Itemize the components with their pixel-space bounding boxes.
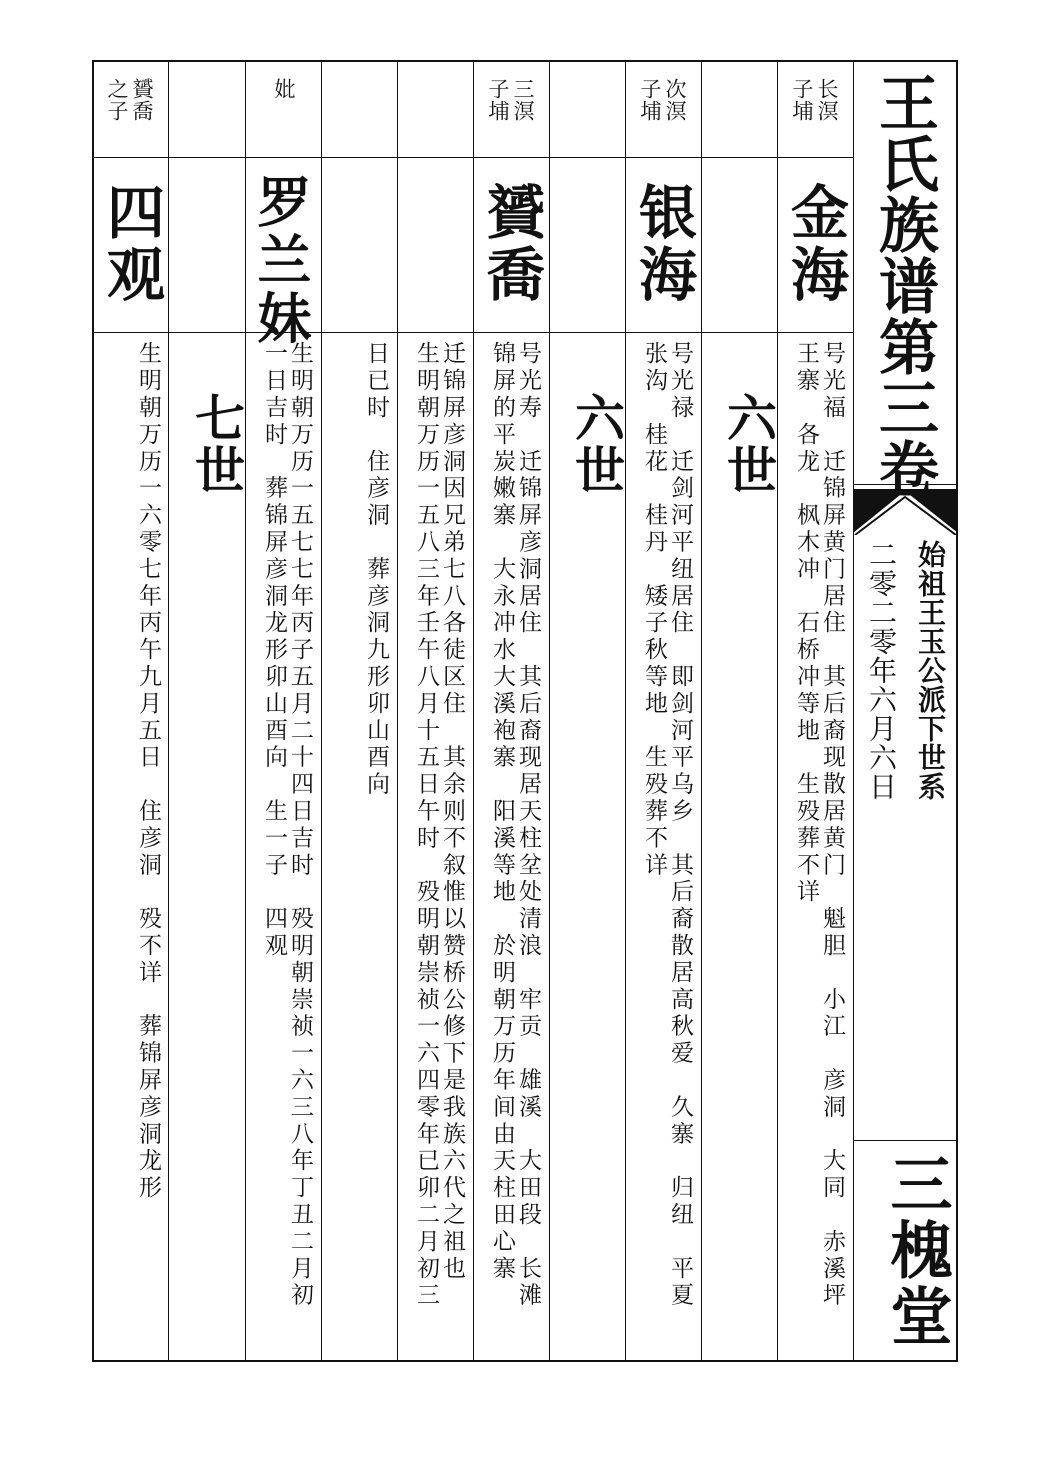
person-name: 贇喬 bbox=[477, 182, 545, 306]
person-biography: 迁锦屏彦洞因兄弟七八各徒区住 其余则不叙惟以赞桥公修下是我族六代之祖也 生明朝万历一五八三年壬午八月十五日午时 殁明朝崇祯一六四零年已卯二月初三 bbox=[413, 341, 465, 1310]
generation-label: 六世 bbox=[567, 392, 626, 496]
person-name: 银海 bbox=[629, 182, 697, 306]
person-biography: 号光福 迁锦屏黄门居住 其后裔现散居黄门 魁胆 小江 彦洞 大同 赤溪坪 王寨 各龙 枫木冲 石桥冲等地 生殁葬不详 bbox=[793, 341, 845, 1310]
column-divider bbox=[625, 60, 626, 1362]
column-divider bbox=[245, 60, 246, 1362]
column-divider bbox=[397, 60, 398, 1362]
column-divider bbox=[321, 60, 322, 1362]
column-divider bbox=[853, 60, 854, 1362]
hall-divider bbox=[853, 1140, 958, 1141]
row-divider bbox=[92, 332, 853, 333]
book-title: 王氏族谱第三卷 bbox=[869, 72, 939, 499]
person-biography: 号光禄 迁剑河平纽居住 即剑河平乌乡 其后裔散居高秋爱 久寨 归纽 平夏 张沟 桂花 桂丹 矮子秋等地 生殁葬不详 bbox=[641, 341, 693, 1310]
column-divider bbox=[168, 60, 169, 1362]
column-divider bbox=[473, 60, 474, 1362]
hall-name: 三槐堂 bbox=[880, 1152, 953, 1350]
lineage-subtitle: 始祖王玉公派下世系 bbox=[914, 540, 947, 801]
compile-date: 二零二零年六月六日 bbox=[865, 540, 898, 801]
column-divider bbox=[777, 60, 778, 1362]
column-divider bbox=[701, 60, 702, 1362]
generation-label: 七世 bbox=[187, 392, 246, 496]
person-name: 罗兰妹 bbox=[249, 174, 313, 348]
relation-label: 贇喬 之子 bbox=[105, 78, 154, 122]
column-divider bbox=[549, 60, 550, 1362]
relation-label: 长溟 子埔 bbox=[790, 78, 839, 122]
row-divider bbox=[92, 157, 853, 158]
relation-label: 妣 bbox=[272, 78, 296, 100]
person-biography: 生明朝万历一六零七年丙午九月五日 住彦洞 殁不详 葬锦屏彦洞龙形 bbox=[135, 341, 161, 1202]
person-biography: 日已时 住彦洞 葬彦洞九形卯山酉向 bbox=[363, 341, 389, 799]
person-name: 四观 bbox=[97, 182, 165, 306]
generation-label: 六世 bbox=[719, 392, 778, 496]
relation-label: 三溟 子埔 bbox=[486, 78, 535, 122]
relation-label: 次溟 子埔 bbox=[638, 78, 687, 122]
person-biography: 号光寿 迁锦屏彦洞居住 其后裔现居天柱坌处清浪 牢贡 雄溪 大田段 长滩 锦屏的平炭嫩寨 大永冲水大溪袍寨 阳溪等地 於明朝万历年间由天柱田心寨 bbox=[489, 341, 541, 1310]
person-name: 金海 bbox=[781, 182, 849, 306]
person-biography: 生明朝万历一五七七年丙子五月二十四日吉时 殁明朝崇祯一六三八年丁丑二月初 一日吉时 葬锦屏彦洞龙形卯山酉向 生一子 四观 bbox=[261, 341, 313, 1310]
